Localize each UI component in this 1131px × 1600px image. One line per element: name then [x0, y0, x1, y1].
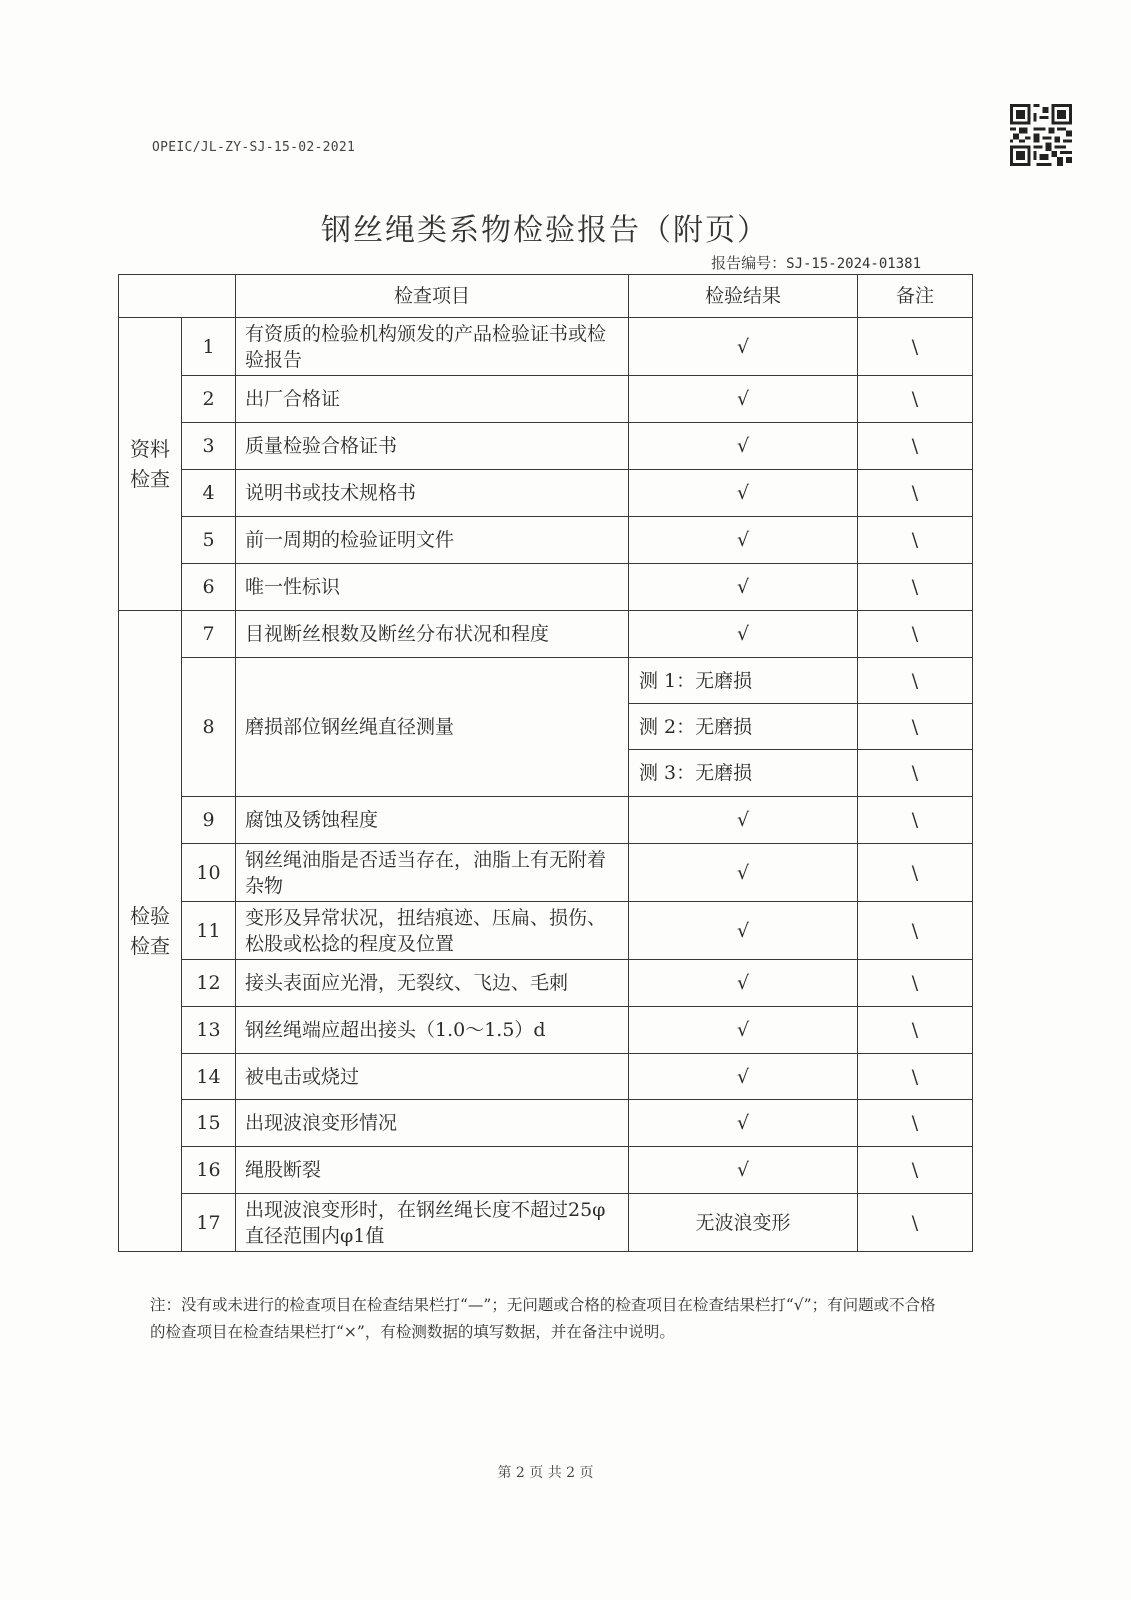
table-row: [119, 470, 973, 517]
row-number: 13: [182, 1007, 236, 1054]
inspection-table: [118, 274, 973, 1252]
row-result: √: [629, 376, 858, 423]
row-item: 绳股断裂: [236, 1147, 629, 1194]
row-item: 有资质的检验机构颁发的产品检验证书或检验报告: [236, 318, 629, 376]
row-result: √: [629, 1100, 858, 1147]
row-number: 16: [182, 1147, 236, 1194]
row-remark: \: [858, 658, 973, 704]
header-remark: 备注: [858, 275, 973, 318]
row-number: 8: [182, 658, 236, 797]
row-number: 17: [182, 1194, 236, 1252]
row-item: 被电击或烧过: [236, 1054, 629, 1100]
report-number-label: 报告编号：: [711, 254, 787, 272]
table-row: [119, 1100, 973, 1147]
table-row: [119, 517, 973, 564]
page-title: 钢丝绳类系物检验报告（附页）: [321, 213, 769, 248]
table-row: [119, 376, 973, 423]
row-remark: \: [858, 704, 973, 750]
row-remark: \: [858, 318, 973, 376]
row-result: √: [629, 1054, 858, 1100]
row-number: 2: [182, 376, 236, 423]
table-row: [119, 658, 973, 704]
table-row: [119, 611, 973, 658]
row-item: 说明书或技术规格书: [236, 470, 629, 517]
row-item: 腐蚀及锈蚀程度: [236, 797, 629, 844]
row-number: 1: [182, 318, 236, 376]
row-item: 变形及异常状况，扭结痕迹、压扁、损伤、松股或松捻的程度及位置: [236, 902, 629, 960]
table-row: [119, 902, 973, 960]
row-remark: \: [858, 750, 973, 797]
qr-code-icon: [1010, 104, 1072, 166]
row-remark: \: [858, 423, 973, 470]
group-label-inspection: 检验 检查: [119, 611, 182, 1252]
row-result: √: [629, 564, 858, 611]
document-code: OPEIC/JL-ZY-SJ-15-02-2021: [152, 140, 356, 155]
row-number: 15: [182, 1100, 236, 1147]
row-number: 12: [182, 960, 236, 1007]
header-item: 检查项目: [236, 275, 629, 318]
row-remark: \: [858, 797, 973, 844]
row-number: 11: [182, 902, 236, 960]
table-row: [119, 1054, 973, 1100]
row-result: √: [629, 797, 858, 844]
row-item: 出现波浪变形时，在钢丝绳长度不超过25φ直径范围内φ1值: [236, 1194, 629, 1252]
row-result: √: [629, 902, 858, 960]
report-number: [711, 252, 921, 273]
row-remark: \: [858, 960, 973, 1007]
row-result: 无波浪变形: [629, 1194, 858, 1252]
row-result: √: [629, 423, 858, 470]
report-number-value: SJ-15-2024-01381: [786, 256, 921, 272]
row-remark: \: [858, 844, 973, 902]
table-row: [119, 1194, 973, 1252]
row-item: 前一周期的检验证明文件: [236, 517, 629, 564]
row-result: √: [629, 318, 858, 376]
table-header-row: [119, 275, 973, 318]
table-row: [119, 423, 973, 470]
row-remark: \: [858, 470, 973, 517]
row-result: √: [629, 1147, 858, 1194]
row-number: 14: [182, 1054, 236, 1100]
row-item: 目视断丝根数及断丝分布状况和程度: [236, 611, 629, 658]
row-number: 4: [182, 470, 236, 517]
row-number: 3: [182, 423, 236, 470]
row-result: 测 2：无磨损: [629, 704, 858, 750]
row-item: 出现波浪变形情况: [236, 1100, 629, 1147]
table-row: [119, 1007, 973, 1054]
row-remark: \: [858, 1100, 973, 1147]
row-item: 接头表面应光滑，无裂纹、飞边、毛刺: [236, 960, 629, 1007]
row-remark: \: [858, 564, 973, 611]
header-blank-cell: [119, 275, 236, 318]
row-item: 质量检验合格证书: [236, 423, 629, 470]
row-result: √: [629, 844, 858, 902]
row-remark: \: [858, 1054, 973, 1100]
row-remark: \: [858, 1147, 973, 1194]
row-result: √: [629, 1007, 858, 1054]
row-result: 测 1：无磨损: [629, 658, 858, 704]
row-item: 磨损部位钢丝绳直径测量: [236, 658, 629, 797]
table-row: [119, 960, 973, 1007]
row-remark: \: [858, 902, 973, 960]
row-number: 6: [182, 564, 236, 611]
footnote: 注：没有或未进行的检查项目在检查结果栏打“—”；无问题或合格的检查项目在检查结果栏打“√”；有问题或不合格的检查项目在检查结果栏打“×”，有检测数据的填写数据，并在备注中说明。: [150, 1296, 936, 1341]
row-number: 9: [182, 797, 236, 844]
page-indicator: 第 2 页 共 2 页: [497, 1465, 594, 1481]
table-row: [119, 844, 973, 902]
table-row: [119, 318, 973, 376]
row-item: 钢丝绳端应超出接头（1.0～1.5）d: [236, 1007, 629, 1054]
header-result: 检验结果: [629, 275, 858, 318]
row-item: 出厂合格证: [236, 376, 629, 423]
row-number: 10: [182, 844, 236, 902]
table-row: [119, 564, 973, 611]
row-item: 唯一性标识: [236, 564, 629, 611]
row-item: 钢丝绳油脂是否适当存在，油脂上有无附着杂物: [236, 844, 629, 902]
group-label-documents: 资料 检查: [119, 318, 182, 611]
row-remark: \: [858, 611, 973, 658]
row-result: 测 3：无磨损: [629, 750, 858, 797]
row-remark: \: [858, 1007, 973, 1054]
row-result: √: [629, 470, 858, 517]
row-number: 5: [182, 517, 236, 564]
row-remark: \: [858, 1194, 973, 1252]
row-number: 7: [182, 611, 236, 658]
table-row: [119, 797, 973, 844]
row-result: √: [629, 611, 858, 658]
row-remark: \: [858, 517, 973, 564]
row-result: √: [629, 960, 858, 1007]
table-row: [119, 1147, 973, 1194]
row-result: √: [629, 517, 858, 564]
row-remark: \: [858, 376, 973, 423]
